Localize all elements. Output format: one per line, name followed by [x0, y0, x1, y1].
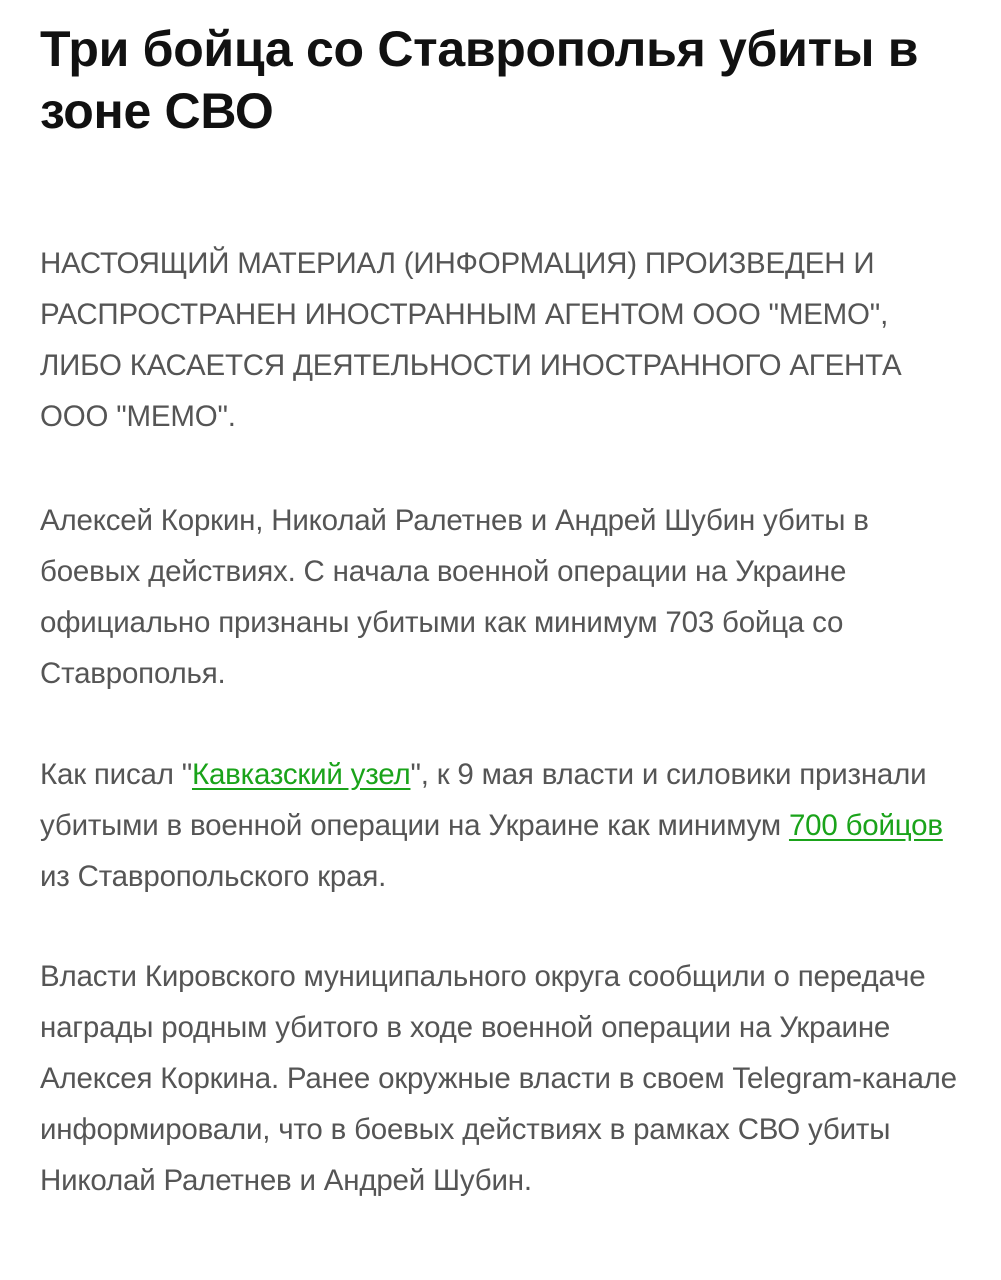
700-fighters-link[interactable]: 700 бойцов: [788, 809, 943, 842]
paragraph-casualties: Алексей Коркин, Николай Ралетнев и Андрей Шубин убиты в боевых действиях. С начала военной операции на Украине официально признаны убитыми как минимум 703 бойца со Ставрополья.: [40, 504, 869, 690]
paragraph-text-segment: ", к 9 мая власти и силовики признали убитыми в военной операции на Украине как минимум: [40, 758, 927, 842]
paragraph-kavkaz-uzel: [40, 749, 965, 902]
kavkazsky-uzel-link[interactable]: Кавказский узел: [191, 758, 411, 791]
article: [40, 0, 965, 1206]
article-title: Три бойца со Ставрополья убиты в зоне СВО: [40, 21, 919, 139]
paragraph-text-segment: из Ставропольского края.: [40, 860, 387, 893]
paragraph-kirovsky-district: Власти Кировского муниципального округа сообщили о передаче награды родным убитого в ходе военной операции на Украине Алексея Коркина. Ранее окружные власти в своем Telegram-канале информировали, что в боевых действиях в рамках СВО убиты Николай Ралетнев и Андрей Шубин.: [40, 960, 957, 1197]
paragraph-text-segment: Как писал ": [40, 758, 192, 791]
foreign-agent-disclaimer: НАСТОЯЩИЙ МАТЕРИАЛ (ИНФОРМАЦИЯ) ПРОИЗВЕДЕН И РАСПРОСТРАНЕН ИНОСТРАННЫМ АГЕНТОМ ООО "МЕМО", ЛИБО КАСАЕТСЯ ДЕЯТЕЛЬНОСТИ ИНОСТРАННОГО АГЕНТА ООО "МЕМО".: [40, 247, 902, 433]
